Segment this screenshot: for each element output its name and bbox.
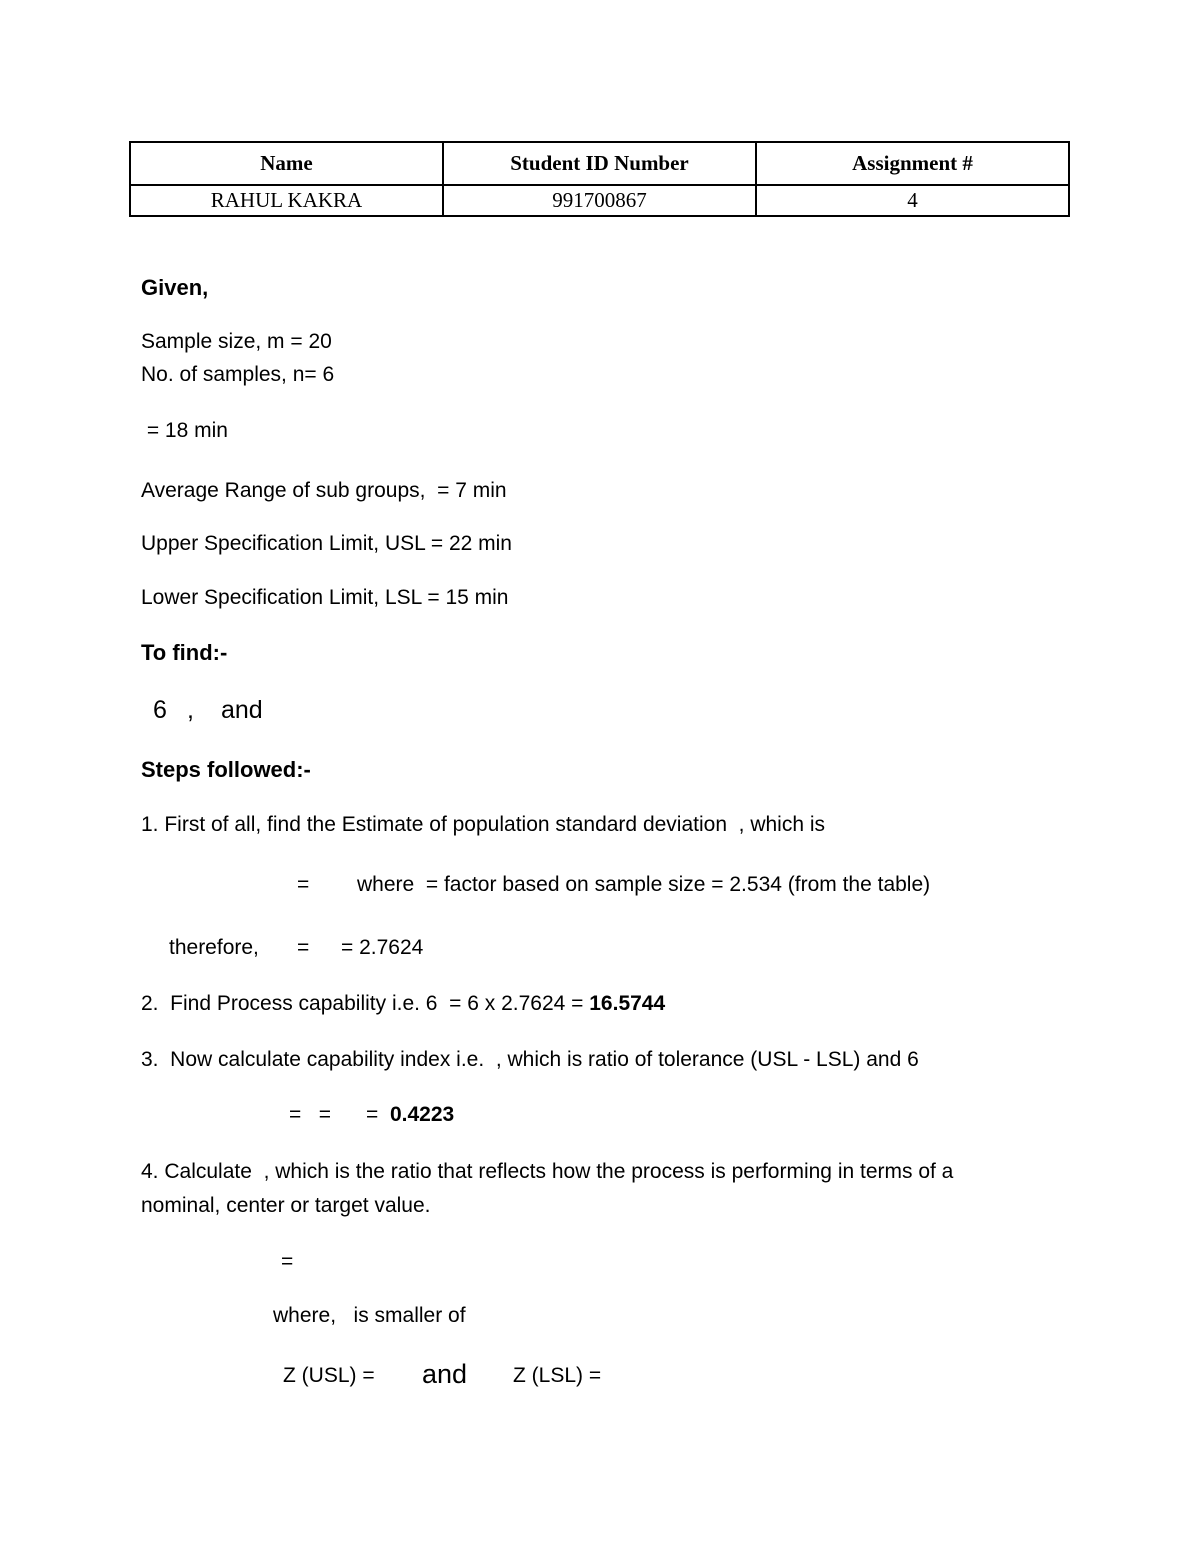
step2-text — [141, 993, 665, 1014]
to-find-six: 6 — [153, 696, 167, 724]
step3-text: 3. Now calculate capability index i.e. , which is ratio of tolerance (USL - LSL) and 6 — [141, 1048, 919, 1071]
step3-result: 0.4223 — [389, 1103, 455, 1126]
sample-size-line: Sample size, m = 20 — [141, 330, 332, 353]
step1-text: 1. First of all, find the Estimate of population standard deviation , which is — [141, 813, 826, 836]
table-row — [130, 185, 1069, 216]
z-lsl-label: Z (LSL) = — [513, 1364, 602, 1387]
step1-equals: = — [297, 873, 310, 896]
student-id-cell: 991700867 — [443, 185, 756, 216]
step3-equation — [289, 1104, 454, 1125]
z-and-text: and — [422, 1359, 468, 1389]
student-info-table — [129, 141, 1070, 217]
step4-equals: = — [281, 1250, 294, 1273]
table-header-row — [130, 142, 1069, 185]
step4-where-text: where, is smaller of — [273, 1304, 466, 1327]
step2-expression: 2. Find Process capability i.e. 6 = 6 x 2.7624 = — [141, 992, 590, 1015]
step3-equals: = = = — [289, 1103, 390, 1126]
step1-therefore-equals: = — [297, 936, 310, 959]
average-range-line: Average Range of sub groups, = 7 min — [141, 479, 507, 502]
to-find-comma: , — [187, 696, 194, 724]
usl-line: Upper Specification Limit, USL = 22 min — [141, 532, 512, 555]
to-find-and: and — [221, 696, 263, 724]
z-usl-label: Z (USL) = — [283, 1364, 375, 1387]
num-samples-line: No. of samples, n= 6 — [141, 363, 335, 386]
student-name-cell: RAHUL KAKRA — [130, 185, 443, 216]
given-heading: Given, — [141, 275, 209, 300]
step1-therefore-value: = 2.7624 — [341, 936, 424, 959]
step1-where-text: where = factor based on sample size = 2.534 (from the table) — [357, 873, 931, 896]
steps-heading: Steps followed:- — [141, 757, 311, 782]
lsl-line: Lower Specification Limit, LSL = 15 min — [141, 586, 509, 609]
assignment-number-cell: 4 — [756, 185, 1069, 216]
step4-text-line1: 4. Calculate , which is the ratio that reflects how the process is performing in terms of a — [141, 1160, 954, 1183]
mean-line: = 18 min — [141, 419, 228, 442]
step2-result: 16.5744 — [589, 992, 666, 1015]
step4-text-line2: nominal, center or target value. — [141, 1194, 431, 1217]
step1-therefore-label: therefore, — [169, 936, 259, 959]
column-name-header: Name — [130, 142, 443, 185]
to-find-heading: To find:- — [141, 640, 228, 665]
column-assignment-header: Assignment # — [756, 142, 1069, 185]
column-student-id-header: Student ID Number — [443, 142, 756, 185]
